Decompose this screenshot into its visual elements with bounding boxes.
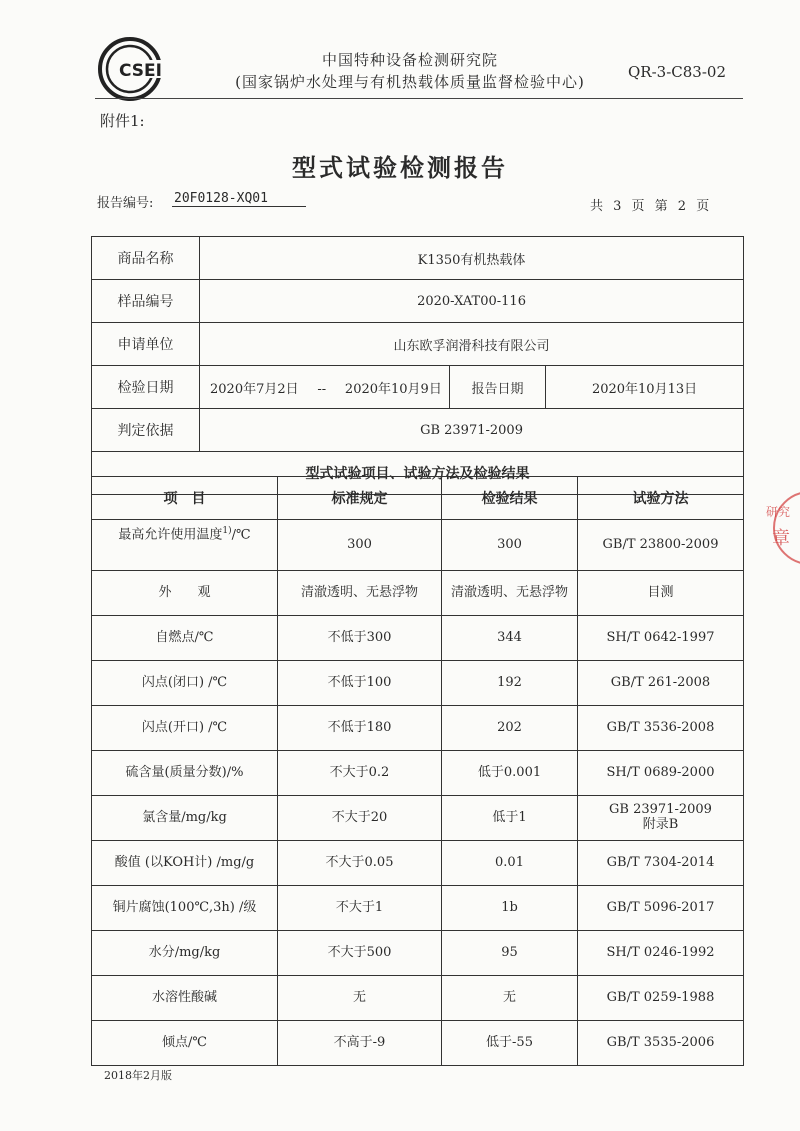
header-result: 检验结果 bbox=[442, 477, 578, 520]
row-method: GB 23971-2009 附录B bbox=[578, 796, 744, 841]
row-item: 最高允许使用温度$^{1)}$/℃ bbox=[92, 520, 278, 571]
results-header-row bbox=[92, 477, 744, 520]
row-method: GB/T 261-2008 bbox=[578, 661, 744, 706]
row-method: GB/T 7304-2014 bbox=[578, 841, 744, 886]
table-row bbox=[92, 661, 744, 706]
edition-label: 2018年2月版 bbox=[104, 1069, 172, 1082]
row-standard: 300 bbox=[278, 520, 442, 571]
sample-value: 2020-XAT00-116 bbox=[200, 280, 744, 323]
row-item: 酸值 (以KOH计) /mg/g bbox=[92, 841, 278, 886]
row-result: 192 bbox=[442, 661, 578, 706]
product-value: K1350有机热载体 bbox=[200, 237, 744, 280]
results-caption: 型式试验项目、试验方法及检验结果 bbox=[92, 452, 744, 495]
header-standard: 标准规定 bbox=[278, 477, 442, 520]
row-method: 目测 bbox=[578, 571, 744, 616]
logo-text: CSEI bbox=[119, 61, 162, 81]
product-row bbox=[92, 237, 744, 280]
institute-name: 中国特种设备检测研究院 bbox=[321, 51, 498, 69]
basis-label: 判定依据 bbox=[92, 409, 200, 452]
row-method: GB/T 0259-1988 bbox=[578, 976, 744, 1021]
info-table bbox=[91, 236, 744, 495]
row-method: GB/T 5096-2017 bbox=[578, 886, 744, 931]
table-row bbox=[92, 1021, 744, 1066]
row-item: 闪点(闭口) /℃ bbox=[92, 661, 278, 706]
sample-label: 样品编号 bbox=[92, 280, 200, 323]
header-item: 项 目 bbox=[92, 477, 278, 520]
table-row bbox=[92, 520, 744, 571]
row-standard: 不低于180 bbox=[278, 706, 442, 751]
header-divider bbox=[95, 98, 743, 99]
applicant-row bbox=[92, 323, 744, 366]
report-date-value: 2020年10月13日 bbox=[546, 366, 744, 409]
row-method: SH/T 0689-2000 bbox=[578, 751, 744, 796]
basis-row bbox=[92, 409, 744, 452]
report-date-label: 报告日期 bbox=[450, 366, 546, 409]
row-standard: 不大于500 bbox=[278, 931, 442, 976]
row-standard: 不大于0.2 bbox=[278, 751, 442, 796]
row-method: SH/T 0246-1992 bbox=[578, 931, 744, 976]
institute-subtitle: (国家锅炉水处理与有机热载体质量监督检验中心) bbox=[235, 73, 585, 91]
form-code: QR-3-C83-02 bbox=[628, 63, 726, 81]
table-row bbox=[92, 706, 744, 751]
row-item: 水溶性酸碱 bbox=[92, 976, 278, 1021]
stamp-text-2: 章 bbox=[772, 528, 790, 549]
row-result: 1b bbox=[442, 886, 578, 931]
header-method: 试验方法 bbox=[578, 477, 744, 520]
row-standard: 不高于-9 bbox=[278, 1021, 442, 1066]
page-title: 型式试验检测报告 bbox=[292, 154, 508, 182]
row-result: 无 bbox=[442, 976, 578, 1021]
product-label: 商品名称 bbox=[92, 237, 200, 280]
row-method: GB/T 3535-2006 bbox=[578, 1021, 744, 1066]
row-standard: 不低于300 bbox=[278, 616, 442, 661]
row-result: 低于1 bbox=[442, 796, 578, 841]
table-row bbox=[92, 886, 744, 931]
row-result: 清澈透明、无悬浮物 bbox=[442, 571, 578, 616]
row-result: 300 bbox=[442, 520, 578, 571]
row-standard: 清澈透明、无悬浮物 bbox=[278, 571, 442, 616]
inspection-date-end: 2020年10月9日 bbox=[344, 381, 442, 397]
row-method: GB/T 23800-2009 bbox=[578, 520, 744, 571]
row-item: 铜片腐蚀(100℃,3h) /级 bbox=[92, 886, 278, 931]
sample-row bbox=[92, 280, 744, 323]
row-item: 外 观 bbox=[92, 571, 278, 616]
inspection-date-label: 检验日期 bbox=[92, 366, 200, 409]
table-row bbox=[92, 751, 744, 796]
row-standard: 不大于20 bbox=[278, 796, 442, 841]
table-row bbox=[92, 616, 744, 661]
row-item: 自燃点/℃ bbox=[92, 616, 278, 661]
date-separator: -- bbox=[317, 381, 327, 397]
table-row bbox=[92, 796, 744, 841]
basis-value: GB 23971-2009 bbox=[200, 409, 744, 452]
row-item: 硫含量(质量分数)/% bbox=[92, 751, 278, 796]
row-item: 氯含量/mg/kg bbox=[92, 796, 278, 841]
row-standard: 无 bbox=[278, 976, 442, 1021]
applicant-label: 申请单位 bbox=[92, 323, 200, 366]
seal-stamp bbox=[762, 488, 800, 568]
inspection-date-start: 2020年7月2日 bbox=[210, 381, 299, 397]
table-row bbox=[92, 841, 744, 886]
row-item: 倾点/℃ bbox=[92, 1021, 278, 1066]
row-result: 95 bbox=[442, 931, 578, 976]
report-number-label: 报告编号: bbox=[97, 196, 154, 211]
inspection-date-range bbox=[200, 366, 450, 409]
row-result: 344 bbox=[442, 616, 578, 661]
applicant-value: 山东欧孚润滑科技有限公司 bbox=[200, 323, 744, 366]
row-standard: 不大于0.05 bbox=[278, 841, 442, 886]
attachment-label: 附件1: bbox=[100, 112, 145, 130]
table-row bbox=[92, 571, 744, 616]
row-result: 低于-55 bbox=[442, 1021, 578, 1066]
row-method: GB/T 3536-2008 bbox=[578, 706, 744, 751]
stamp-text-1: 研究 bbox=[766, 505, 791, 519]
report-number: 20F0128-XQ01 bbox=[172, 191, 306, 207]
results-table bbox=[91, 476, 744, 1066]
table-row bbox=[92, 931, 744, 976]
page-count: 共 3 页 第 2 页 bbox=[590, 199, 710, 214]
row-result: 0.01 bbox=[442, 841, 578, 886]
row-result: 202 bbox=[442, 706, 578, 751]
row-standard: 不低于100 bbox=[278, 661, 442, 706]
row-standard: 不大于1 bbox=[278, 886, 442, 931]
row-result: 低于0.001 bbox=[442, 751, 578, 796]
csei-logo bbox=[97, 36, 175, 102]
row-item: 闪点(开口) /℃ bbox=[92, 706, 278, 751]
table-row bbox=[92, 976, 744, 1021]
row-method: SH/T 0642-1997 bbox=[578, 616, 744, 661]
row-item: 水分/mg/kg bbox=[92, 931, 278, 976]
date-row bbox=[92, 366, 744, 409]
